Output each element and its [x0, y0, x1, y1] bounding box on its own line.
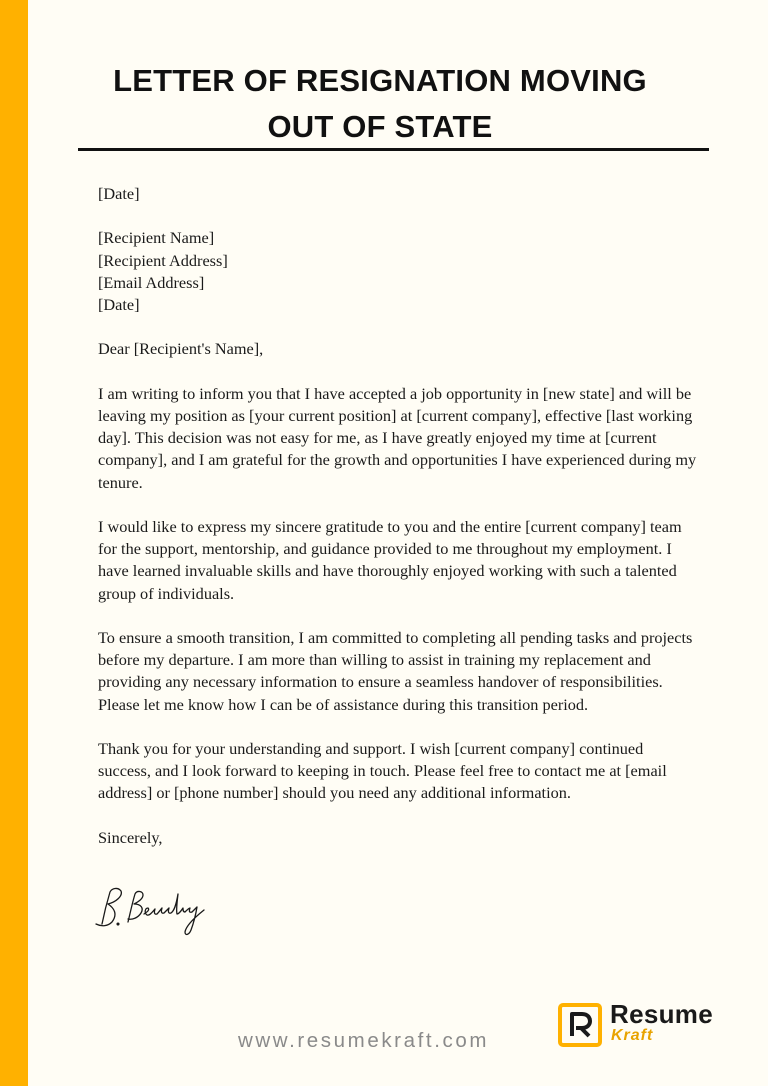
- title-line-1: LETTER OF RESIGNATION MOVING: [113, 63, 647, 98]
- closing: Sincerely,: [98, 827, 163, 847]
- page-title: [80, 58, 680, 150]
- recipient-name: [Recipient Name]: [98, 228, 215, 248]
- resume-kraft-logo-icon: [558, 1003, 602, 1047]
- logo-word-kraft: Kraft: [611, 1027, 654, 1044]
- paragraph-4: Thank you for your understanding and support. I wish [current company] continued success, and I look forward to keeping in touch. Please feel free to contact me at [email address] or [phone number] should you need any additional information.: [98, 738, 667, 803]
- handwritten-signature: [88, 880, 238, 940]
- recipient-email: [Email Address]: [98, 272, 205, 292]
- website-url: www.resumekraft.com: [238, 1029, 490, 1052]
- paragraph-1: I am writing to inform you that I have accepted a job opportunity in [new state] and will be leaving my position as [your current position] at [current company], effective [last working day]. This decision was not easy for me, as I have greatly enjoyed my time at [current company], and I am grateful for the growth and opportunities I have experienced during my tenure.: [98, 383, 697, 492]
- title-divider: [78, 148, 709, 151]
- letter-date: [Date]: [98, 184, 140, 203]
- paragraph-3: To ensure a smooth transition, I am committed to completing all pending tasks and projects before my departure. I am more than willing to assist in training my replacement and providing any necessary information to ensure a seamless handover of responsibilities. Please let me know how I can be of assistance during this transition period.: [98, 627, 693, 714]
- logo-word-resume: Resume: [610, 999, 713, 1029]
- salutation: Dear [Recipient's Name],: [98, 339, 264, 359]
- recipient-address: [Recipient Address]: [98, 250, 228, 270]
- title-line-2: OUT OF STATE: [267, 109, 493, 144]
- accent-side-bar: [0, 0, 28, 1086]
- recipient-date: [Date]: [98, 295, 140, 314]
- brand-logo: [558, 999, 728, 1055]
- paragraph-2: I would like to express my sincere gratitude to you and the entire [current company] team for the support, mentorship, and guidance provided to me throughout my employment. I have learned invaluable skills and have thoroughly enjoyed working with such a talented group of individuals.: [98, 516, 682, 603]
- letter-body: [98, 183, 698, 849]
